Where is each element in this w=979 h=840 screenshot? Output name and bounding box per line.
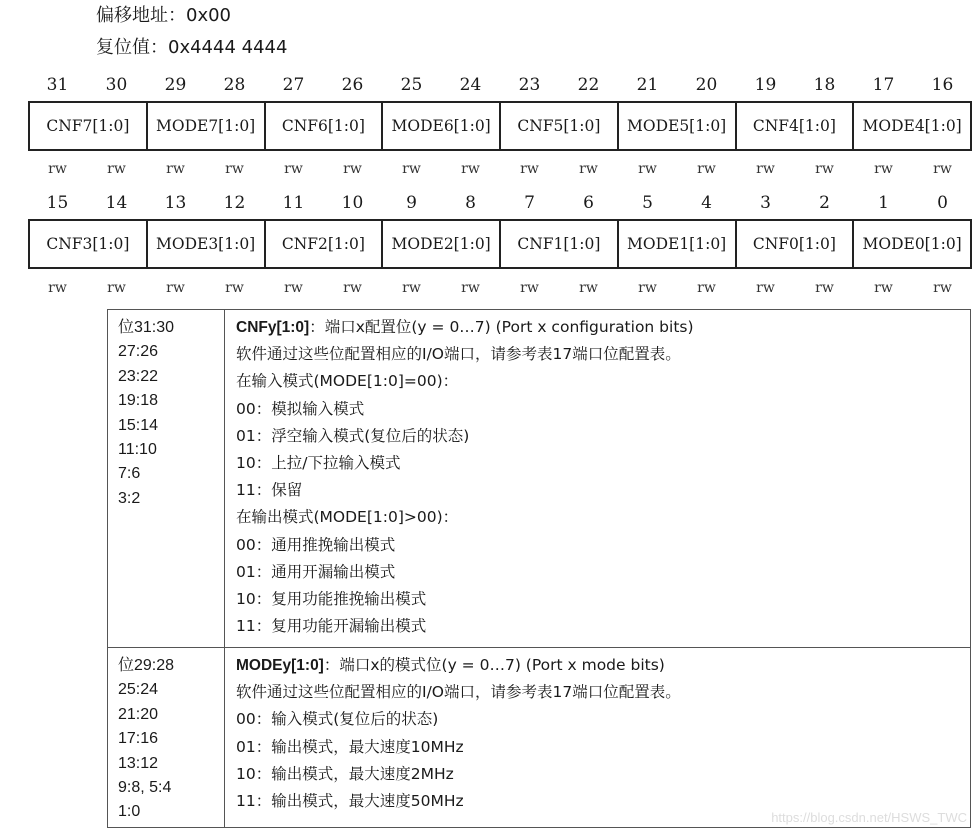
- access-type: rw: [343, 161, 362, 177]
- cnf-description: [225, 310, 971, 648]
- field-description-table: [107, 309, 971, 828]
- description-line: 11：复用功能开漏输出模式: [236, 617, 427, 636]
- access-type: rw: [520, 161, 539, 177]
- bit-number: 2: [819, 193, 830, 213]
- bit-number: 26: [341, 75, 364, 95]
- access-type: rw: [933, 280, 952, 296]
- description-line: 10：复用功能推挽输出模式: [236, 590, 427, 609]
- bit-range: 21:20: [118, 705, 159, 723]
- description-line: 00：通用推挽输出模式: [236, 535, 396, 554]
- bit-number: 16: [931, 75, 954, 95]
- access-type: rw: [402, 161, 421, 177]
- mode-description-lines: [236, 679, 970, 815]
- reset-value-value: 0x4444 4444: [168, 37, 288, 58]
- description-line: 10：输出模式，最大速度2MHz: [236, 764, 454, 783]
- cnf-description-row: [108, 310, 971, 648]
- register-field: MODE3[1:0]: [146, 221, 264, 267]
- register-fields-high: [28, 101, 972, 151]
- offset-address-line: [96, 5, 231, 27]
- register-field: CNF1[1:0]: [499, 221, 617, 267]
- register-field: MODE1[1:0]: [617, 221, 735, 267]
- bit-number: 23: [518, 75, 541, 95]
- offset-address-label: 偏移地址：: [96, 5, 186, 26]
- access-type: rw: [48, 161, 67, 177]
- watermark: https://blog.csdn.net/HSWS_TWC: [771, 810, 967, 825]
- cnf-field-title: CNFy[1:0]: [236, 319, 310, 336]
- mode-field-title: MODEy[1:0]: [236, 657, 324, 674]
- bit-range: 11:10: [118, 441, 157, 459]
- bit-range: 位29:28: [118, 657, 175, 674]
- access-type: rw: [815, 161, 834, 177]
- bit-numbers-high: [28, 74, 972, 96]
- bit-number: 27: [282, 75, 305, 95]
- cnf-title-suffix: ：端口x配置位(y = 0…7) (Port x configuration bits): [309, 318, 694, 336]
- bit-range: 17:16: [118, 730, 159, 748]
- access-type: rw: [166, 161, 185, 177]
- access-type: rw: [815, 280, 834, 296]
- bit-range: 15:14: [118, 416, 159, 434]
- access-row-low: [28, 279, 972, 297]
- bit-range: 19:18: [118, 392, 159, 410]
- bit-range: 位31:30: [118, 319, 175, 336]
- reset-value-line: [96, 37, 287, 59]
- bit-number: 31: [46, 75, 69, 95]
- bit-number: 19: [754, 75, 777, 95]
- access-type: rw: [579, 280, 598, 296]
- register-field: MODE6[1:0]: [381, 103, 499, 149]
- access-type: rw: [48, 280, 67, 296]
- register-field: CNF7[1:0]: [46, 117, 130, 135]
- mode-title-line: [236, 652, 970, 679]
- cnf-title-line: [236, 314, 970, 341]
- access-type: rw: [343, 280, 362, 296]
- bit-number: 3: [760, 193, 771, 213]
- access-type: rw: [461, 280, 480, 296]
- register-field: CNF3[1:0]: [46, 235, 130, 253]
- bit-number: 0: [937, 193, 948, 213]
- description-line: 01：输出模式，最大速度10MHz: [236, 737, 464, 756]
- bit-number: 1: [878, 193, 889, 213]
- description-line: 软件通过这些位配置相应的I/O端口，请参考表17端口位配置表。: [236, 683, 681, 702]
- bit-number: 9: [406, 193, 417, 213]
- bit-number: 20: [695, 75, 718, 95]
- access-type: rw: [461, 161, 480, 177]
- bit-number: 24: [459, 75, 482, 95]
- mode-bit-positions: [108, 648, 225, 828]
- description-line: 11：输出模式，最大速度50MHz: [236, 792, 464, 811]
- cnf-description-lines: [236, 341, 970, 640]
- bit-range: 1:0: [118, 803, 141, 821]
- description-line: 10：上拉/下拉输入模式: [236, 454, 401, 473]
- bit-range: 25:24: [118, 681, 159, 699]
- bit-range: 3:2: [118, 489, 141, 507]
- offset-address-value: 0x00: [186, 5, 232, 26]
- register-field: CNF4[1:0]: [735, 103, 853, 149]
- bit-numbers-low: [28, 192, 972, 214]
- bit-number: 10: [341, 193, 364, 213]
- access-type: rw: [107, 280, 126, 296]
- register-field: CNF5[1:0]: [499, 103, 617, 149]
- bit-number: 29: [164, 75, 187, 95]
- access-type: rw: [756, 280, 775, 296]
- access-type: rw: [284, 280, 303, 296]
- access-type: rw: [697, 161, 716, 177]
- mode-title-suffix: ：端口x的模式位(y = 0…7) (Port x mode bits): [323, 656, 665, 674]
- access-type: rw: [638, 280, 657, 296]
- access-type: rw: [697, 280, 716, 296]
- cnf-bit-positions: [108, 310, 225, 648]
- description-line: 01：通用开漏输出模式: [236, 562, 396, 581]
- access-type: rw: [520, 280, 539, 296]
- access-type: rw: [874, 280, 893, 296]
- bit-range: 13:12: [118, 754, 159, 772]
- access-type: rw: [166, 280, 185, 296]
- description-line: 00：模拟输入模式: [236, 399, 365, 418]
- access-row-high: [28, 160, 972, 178]
- reset-value-label: 复位值：: [96, 37, 168, 58]
- register-field: MODE0[1:0]: [852, 221, 970, 267]
- bit-number: 12: [223, 193, 246, 213]
- bit-number: 11: [282, 193, 305, 213]
- bit-number: 6: [583, 193, 594, 213]
- register-field: CNF0[1:0]: [735, 221, 853, 267]
- description-line: 在输入模式(MODE[1:0]=00)：: [236, 372, 459, 391]
- description-line: 在输出模式(MODE[1:0]>00)：: [236, 508, 459, 527]
- bit-range: 7:6: [118, 465, 141, 483]
- access-type: rw: [874, 161, 893, 177]
- bit-number: 30: [105, 75, 128, 95]
- register-field: MODE2[1:0]: [381, 221, 499, 267]
- register-field: CNF2[1:0]: [264, 221, 382, 267]
- bit-number: 18: [813, 75, 836, 95]
- register-field: MODE7[1:0]: [146, 103, 264, 149]
- description-line: 00：输入模式(复位后的状态): [236, 710, 439, 729]
- access-type: rw: [579, 161, 598, 177]
- bit-number: 15: [46, 193, 69, 213]
- bit-number: 4: [701, 193, 712, 213]
- access-type: rw: [638, 161, 657, 177]
- bit-number: 22: [577, 75, 600, 95]
- access-type: rw: [107, 161, 126, 177]
- bit-number: 25: [400, 75, 423, 95]
- register-fields-low: [28, 219, 972, 269]
- register-field: CNF6[1:0]: [264, 103, 382, 149]
- access-type: rw: [225, 280, 244, 296]
- description-line: 11：保留: [236, 481, 303, 500]
- bit-range: 23:22: [118, 367, 159, 385]
- register-field: MODE5[1:0]: [617, 103, 735, 149]
- register-field: MODE4[1:0]: [852, 103, 970, 149]
- bit-range: 27:26: [118, 343, 159, 361]
- description-line: 软件通过这些位配置相应的I/O端口，请参考表17端口位配置表。: [236, 345, 681, 364]
- bit-number: 13: [164, 193, 187, 213]
- access-type: rw: [402, 280, 421, 296]
- access-type: rw: [756, 161, 775, 177]
- bit-number: 17: [872, 75, 895, 95]
- bit-number: 7: [524, 193, 535, 213]
- bit-number: 28: [223, 75, 246, 95]
- bit-number: 14: [105, 193, 128, 213]
- bit-number: 21: [636, 75, 659, 95]
- access-type: rw: [933, 161, 952, 177]
- description-line: 01：浮空输入模式(复位后的状态): [236, 426, 470, 445]
- access-type: rw: [284, 161, 303, 177]
- bit-number: 8: [465, 193, 476, 213]
- mode-description-row: [108, 648, 971, 828]
- mode-description: [225, 648, 971, 828]
- bit-range: 9:8, 5:4: [118, 779, 172, 797]
- bit-number: 5: [642, 193, 653, 213]
- access-type: rw: [225, 161, 244, 177]
